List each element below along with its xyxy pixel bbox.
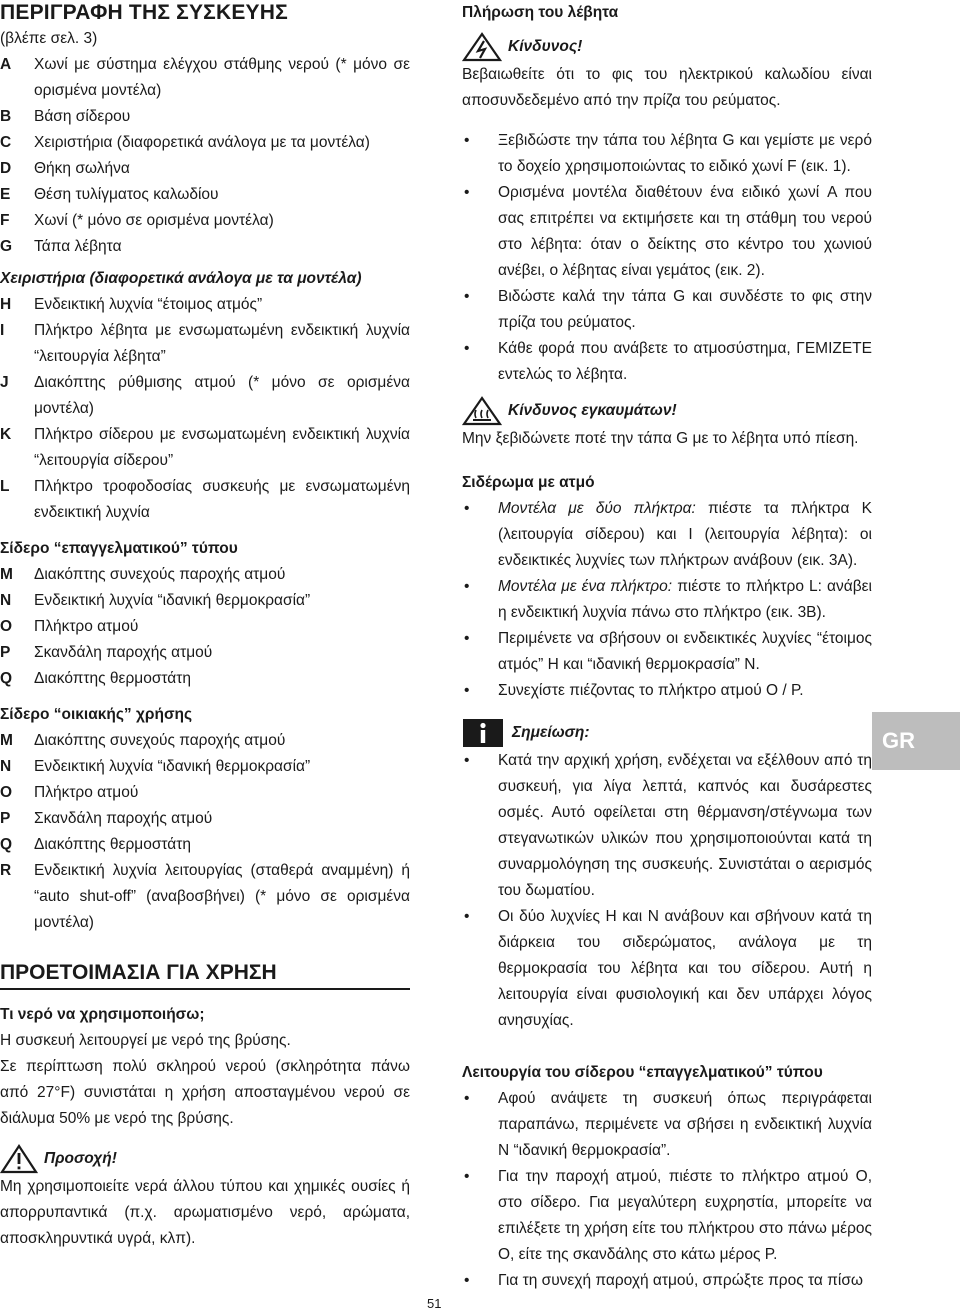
- legend-key: Q: [0, 836, 13, 853]
- legend-text: Τάπα λέβητα: [34, 238, 122, 255]
- legend-key: O: [0, 618, 13, 635]
- legend-text: Πλήκτρο σίδερου με ενσωματωμένη ενδεικτική λυχνία “λειτουργία σίδερου”: [34, 426, 410, 469]
- section-title: ΠΕΡΙΓΡΑΦΗ ΤΗΣ ΣΥΣΚΕΥΗΣ: [0, 1, 288, 24]
- page-number: 51: [427, 1296, 442, 1311]
- legend-item: [0, 562, 410, 588]
- list-item: • Για τη συνεχή παροχή ατμού, σπρώξτε προς τα πίσω: [462, 1268, 872, 1294]
- legend-key: H: [0, 296, 12, 313]
- legend-key: P: [0, 644, 11, 661]
- legend-text: Ενδεικτική λυχνία “ιδανική θερμοκρασία”: [34, 758, 311, 775]
- steam-ironing-heading: Σιδέρωμα με ατμό: [462, 474, 595, 491]
- legend-item: [0, 422, 410, 474]
- legend-item: [0, 234, 410, 260]
- legend-key: P: [0, 810, 11, 827]
- legend-text: Πλήκτρο ατμού: [34, 618, 139, 635]
- legend-key: K: [0, 426, 12, 443]
- step-text: πιέστε το πλήκτρο L: ανάβει η ενδεικτική λυχνία πάνω στο πλήκτρο (εικ. 3B).: [498, 578, 872, 621]
- legend-key: M: [0, 566, 13, 583]
- right-column: [462, 0, 872, 1294]
- list-item: • Ξεβιδώστε την τάπα του λέβητα G και γεμίστε με νερό το δοχείο χρησιμοποιώντας το ειδικό χωνί F (εικ. 1).: [462, 128, 872, 180]
- legend-item: [0, 640, 410, 666]
- legend-key: Q: [0, 670, 13, 687]
- model-type-label: Μοντέλα με δύο πλήκτρα:: [498, 500, 696, 517]
- steam-steps-list: [462, 496, 872, 704]
- legend-text: Ενδεικτική λυχνία λειτουργίας (σταθερά αναμμένη) ή “auto shut-off” (αναβοσβήνει) (* μόνο σε ορισμένα μοντέλα): [34, 862, 410, 931]
- legend-item: [0, 780, 410, 806]
- legend-key: J: [0, 374, 9, 391]
- legend-text: Διακόπτης θερμοστάτη: [34, 670, 192, 687]
- pro-iron-heading: Σίδερο “επαγγελματικού” τύπου: [0, 540, 238, 557]
- legend-item: [0, 182, 410, 208]
- legend-item: [0, 806, 410, 832]
- legend-item: [0, 292, 410, 318]
- home-iron-heading: Σίδερο “οικιακής” χρήσης: [0, 706, 193, 723]
- legend-key: D: [0, 160, 12, 177]
- legend-key: M: [0, 732, 13, 749]
- legend-item: [0, 754, 410, 780]
- list-item: • Για την παροχή ατμού, πιέστε το πλήκτρο ατμού O, στο σίδερο. Για μεγαλύτερη ευχρηστία, μπορείτε να επιλέξετε τη χρήση είτε του πλήκτρου στο πάνω μέρος O, είτε της σκανδάλης στο κάτω μέρος P.: [462, 1164, 872, 1268]
- list-item: • Βιδώστε καλά την τάπα G και συνδέστε το φις στην πρίζα του ρεύματος.: [462, 284, 872, 336]
- legend-text: Διακόπτης ρύθμισης ατμού (* μόνο σε ορισμένα μοντέλα): [34, 374, 410, 417]
- legend-text: Βάση σίδερου: [34, 108, 131, 125]
- legend-text: Πλήκτρο ατμού: [34, 784, 139, 801]
- pro-operation-list: [462, 1086, 872, 1294]
- water-paragraph-1: Η συσκευή λειτουργεί με νερό της βρύσης.: [0, 1032, 291, 1049]
- legend-text: Διακόπτης συνεχούς παροχής ατμού: [34, 732, 286, 749]
- info-icon: [462, 718, 506, 748]
- legend-text: Χωνί με σύστημα ελέγχου στάθμης νερού (* μόνο σε ορισμένα μοντέλα): [34, 56, 410, 99]
- list-item: [462, 496, 872, 574]
- danger-label: Κίνδυνος!: [508, 38, 583, 55]
- danger-notice: [462, 32, 872, 62]
- list-item: • Οι δύο λυχνίες H και N ανάβουν και σβήνουν κατά τη διάρκεια του σιδερώματος, ανάλογα με τη θερμοκρασία του λέβητα και του σίδερου. Αυτή η λειτουργία είναι φυσιολογική και δεν υπάρχει λόγος ανησυχίας.: [462, 904, 872, 1034]
- legend-key: E: [0, 186, 11, 203]
- controls-heading: Χειριστήρια (διαφορετικά ανάλογα με τα μοντέλα): [0, 270, 362, 287]
- water-paragraph-2: Σε περίπτωση πολύ σκληρού νερού (σκληρότητα πάνω από 27°F) συνιστάται η χρήση αποσταγμένου νερού σε διάλυμα 50% με νερό της βρύσης.: [0, 1058, 410, 1127]
- warning-triangle-icon: [0, 1144, 38, 1174]
- legend-item: [0, 156, 410, 182]
- legend-key: O: [0, 784, 13, 801]
- legend-item: [0, 728, 410, 754]
- left-column: [0, 0, 410, 1252]
- caution-label: Προσοχή!: [44, 1150, 117, 1167]
- legend-item: [0, 104, 410, 130]
- note-label: Σημείωση:: [512, 724, 590, 741]
- water-heading: Τι νερό να χρησιμοποιήσω;: [0, 1006, 205, 1023]
- controls-list: [0, 292, 410, 526]
- legend-text: Θήκη σωλήνα: [34, 160, 130, 177]
- home-iron-list: [0, 728, 410, 936]
- legend-text: Ενδεικτική λυχνία “ιδανική θερμοκρασία”: [34, 592, 311, 609]
- note-list: [462, 748, 872, 1034]
- legend-key: R: [0, 862, 12, 879]
- legend-item: [0, 474, 410, 526]
- legend-item: [0, 588, 410, 614]
- legend-text: Διακόπτης θερμοστάτη: [34, 836, 192, 853]
- legend-text: Σκανδάλη παροχής ατμού: [34, 644, 213, 661]
- burn-notice: [462, 396, 872, 426]
- legend-key: C: [0, 134, 12, 151]
- page-reference: (βλέπε σελ. 3): [0, 30, 98, 47]
- legend-key: G: [0, 238, 13, 255]
- fill-steps-list: [462, 128, 872, 388]
- legend-text: Πλήκτρο λέβητα με ενσωματωμένη ενδεικτική λυχνία “λειτουργία λέβητα”: [34, 322, 410, 365]
- step-text: Περιμένετε να σβήσουν οι ενδεικτικές λυχνίες “έτοιμος ατμός” H και “ιδανική θερμοκρασία” N.: [498, 630, 872, 673]
- legend-text: Διακόπτης συνεχούς παροχής ατμού: [34, 566, 286, 583]
- legend-text: Σκανδάλη παροχής ατμού: [34, 810, 213, 827]
- list-item: • Κατά την αρχική χρήση, ενδέχεται να εξέλθουν από τη συσκευή, για λίγα λεπτά, καπνός και δυσάρεστες οσμές. Αυτό οφείλεται στη θέρμανση/στέγνωμα των στεγανωτικών υλικών που χρησιμοποιούνται κατά τη συναρμολόγηση της συσκευής. Συνιστάται ο αερισμός του δωματίου.: [462, 748, 872, 904]
- pro-operation-heading: Λειτουργία του σίδερου “επαγγελματικού” τύπου: [462, 1064, 823, 1081]
- list-item: • Ορισμένα μοντέλα διαθέτουν ένα ειδικό χωνί A που σας επιτρέπει να εκτιμήσετε και τη στάθμη του νερού στο λέβητα: όταν ο δείκτης στο κέντρο του χωνιού ανέβει, ο λέβητας είναι γεμάτος (εικ. 2).: [462, 180, 872, 284]
- model-type-label: Μοντέλα με ένα πλήκτρο:: [498, 578, 673, 595]
- legend-item: [0, 130, 410, 156]
- legend-item: [0, 614, 410, 640]
- legend-item: [0, 370, 410, 422]
- list-item: [462, 626, 872, 678]
- step-text: πιέστε τα πλήκτρα K (λειτουργία σίδερου) και I (λειτουργία λέβητα): οι ενδεικτικές λυχνίες των πλήκτρων ανάβουν (εικ. 3A).: [498, 500, 873, 569]
- legend-key: I: [0, 322, 5, 339]
- legend-text: Χειριστήρια (διαφορετικά ανάλογα με τα μοντέλα): [34, 134, 370, 151]
- electric-danger-icon: [462, 32, 502, 62]
- list-item: [462, 574, 872, 626]
- list-item: • Κάθε φορά που ανάβετε το ατμοσύστημα, ΓΕΜΙΖΕΤΕ εντελώς το λέβητα.: [462, 336, 872, 388]
- list-item: [462, 678, 872, 704]
- legend-text: Πλήκτρο τροφοδοσίας συσκευής με ενσωματωμένη ενδεικτική λυχνία: [34, 478, 410, 521]
- burn-label: Κίνδυνος εγκαυμάτων!: [508, 402, 677, 419]
- language-tab: GR: [872, 712, 960, 770]
- legend-text: Ενδεικτική λυχνία “έτοιμος ατμός”: [34, 296, 263, 313]
- legend-key: L: [0, 478, 10, 495]
- parts-list: [0, 52, 410, 260]
- note-notice: [462, 718, 872, 748]
- pro-iron-list: [0, 562, 410, 692]
- legend-key: N: [0, 758, 12, 775]
- list-item: • Αφού ανάψετε τη συσκευή όπως περιγράφεται παραπάνω, περιμένετε να σβήσει η ενδεικτική λυχνία N “ιδανική θερμοκρασία”.: [462, 1086, 872, 1164]
- legend-key: A: [0, 56, 12, 73]
- legend-item: [0, 318, 410, 370]
- legend-item: [0, 832, 410, 858]
- preparation-heading: ΠΡΟΕΤΟΙΜΑΣΙΑ ΓΙΑ ΧΡΗΣΗ: [0, 960, 410, 990]
- legend-item: [0, 208, 410, 234]
- legend-key: N: [0, 592, 12, 609]
- danger-text: Βεβαιωθείτε ότι το φις του ηλεκτρικού καλωδίου είναι αποσυνδεδεμένο από την πρίζα του ρεύματος.: [462, 66, 872, 109]
- caution-notice: [0, 1144, 410, 1174]
- fill-heading: Πλήρωση του λέβητα: [462, 4, 619, 21]
- legend-item: [0, 52, 410, 104]
- legend-text: Θέση τυλίγματος καλωδίου: [34, 186, 219, 203]
- legend-key: B: [0, 108, 12, 125]
- burn-text: Μην ξεβιδώνετε ποτέ την τάπα G με το λέβητα υπό πίεση.: [462, 430, 859, 447]
- step-text: Συνεχίστε πιέζοντας το πλήκτρο ατμού O / P.: [498, 682, 804, 699]
- legend-key: F: [0, 212, 10, 229]
- legend-text: Χωνί (* μόνο σε ορισμένα μοντέλα): [34, 212, 274, 229]
- legend-item: [0, 666, 410, 692]
- legend-item: [0, 858, 410, 936]
- hot-surface-icon: [462, 396, 502, 426]
- caution-text: Μη χρησιμοποιείτε νερά άλλου τύπου και χημικές ουσίες ή απορρυπαντικά (π.χ. αρωματισμένο νερό, αρώματα, αποσκληρυντικά υγρά, κλπ).: [0, 1178, 410, 1247]
